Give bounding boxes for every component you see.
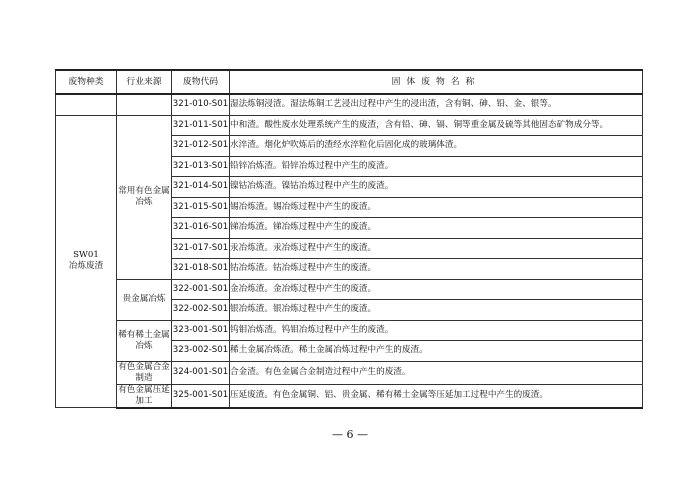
category-cell <box>56 115 117 408</box>
waste-code: 321-014-S01 <box>172 177 230 198</box>
header-code: 废物代码 <box>172 70 230 94</box>
waste-description: 锑冶炼渣。锑冶炼过程中产生的废渣。 <box>230 218 643 239</box>
waste-table <box>55 69 643 409</box>
waste-code: 321-018-S01 <box>172 259 230 280</box>
table-row <box>56 115 643 136</box>
waste-description: 稀土金属冶炼渣。稀土金属冶炼过程中产生的废渣。 <box>230 341 643 362</box>
waste-code: 321-017-S01 <box>172 238 230 259</box>
waste-description: 水淬渣。烟化炉吹炼后的渣经水淬粒化后固化成的玻璃体渣。 <box>230 136 643 157</box>
waste-code: 322-002-S01 <box>172 300 230 321</box>
table-row <box>56 384 643 408</box>
waste-code: 321-015-S01 <box>172 197 230 218</box>
category-code: SW01 <box>73 250 99 261</box>
table-row <box>56 361 643 384</box>
waste-description: 镍钴冶炼渣。镍钴冶炼过程中产生的废渣。 <box>230 177 643 198</box>
source-cell-empty <box>117 94 172 115</box>
waste-description: 钨钼冶炼渣。钨钼冶炼过程中产生的废渣。 <box>230 320 643 341</box>
waste-code: 322-001-S01 <box>172 279 230 300</box>
waste-description: 锡冶炼渣。锡冶炼过程中产生的废渣。 <box>230 197 643 218</box>
category-name: 冶炼废渣 <box>68 261 104 272</box>
waste-description: 银冶炼渣。银冶炼过程中产生的废渣。 <box>230 300 643 321</box>
waste-description: 中和渣。酸性废水处理系统产生的废渣，含有铅、砷、镉、铜等重金属及硫等其他固态矿物成分等。 <box>230 115 643 136</box>
table-row <box>56 94 643 115</box>
header-category: 废物种类 <box>56 70 117 94</box>
source-rolling: 有色金属压延加工 <box>118 384 170 406</box>
waste-code: 321-012-S01 <box>172 136 230 157</box>
header-description: 固体废物名称 <box>230 70 643 94</box>
waste-code: 325-001-S01 <box>172 384 230 408</box>
source-precious-metals: 贵金属冶炼 <box>117 279 172 320</box>
waste-description: 合金渣。有色金属合金制造过程中产生的废渣。 <box>230 361 643 384</box>
page-number: — 6 — <box>332 428 368 441</box>
waste-code: 321-016-S01 <box>172 218 230 239</box>
waste-code: 323-001-S01 <box>172 320 230 341</box>
source-rare-metals: 稀有稀土金属冶炼 <box>117 320 172 361</box>
table-header-row <box>56 70 643 94</box>
table-row <box>56 279 643 300</box>
waste-description: 金冶炼渣。金冶炼过程中产生的废渣。 <box>230 279 643 300</box>
waste-description: 汞冶炼渣。汞冶炼过程中产生的废渣。 <box>230 238 643 259</box>
waste-description: 压延废渣。有色金属铜、铝、贵金属、稀有稀土金属等压延加工过程中产生的废渣。 <box>230 384 643 408</box>
waste-description: 湿法炼铜浸渣。湿法炼铜工艺浸出过程中产生的浸出渣，含有铜、砷、铅、金、银等。 <box>230 94 643 115</box>
waste-description: 铅锌冶炼渣。铅锌冶炼过程中产生的废渣。 <box>230 156 643 177</box>
waste-code: 324-001-S01 <box>172 361 230 384</box>
table-row <box>56 320 643 341</box>
header-source: 行业来源 <box>117 70 172 94</box>
waste-code: 321-011-S01 <box>172 115 230 136</box>
waste-code: 321-010-S01 <box>172 94 230 115</box>
source-common-metals: 常用有色金属冶炼 <box>117 115 172 279</box>
source-alloy: 有色金属合金制造 <box>118 361 170 383</box>
waste-description: 钴冶炼渣。钴冶炼过程中产生的废渣。 <box>230 259 643 280</box>
waste-code: 323-002-S01 <box>172 341 230 362</box>
category-cell-empty <box>56 94 117 115</box>
waste-code: 321-013-S01 <box>172 156 230 177</box>
